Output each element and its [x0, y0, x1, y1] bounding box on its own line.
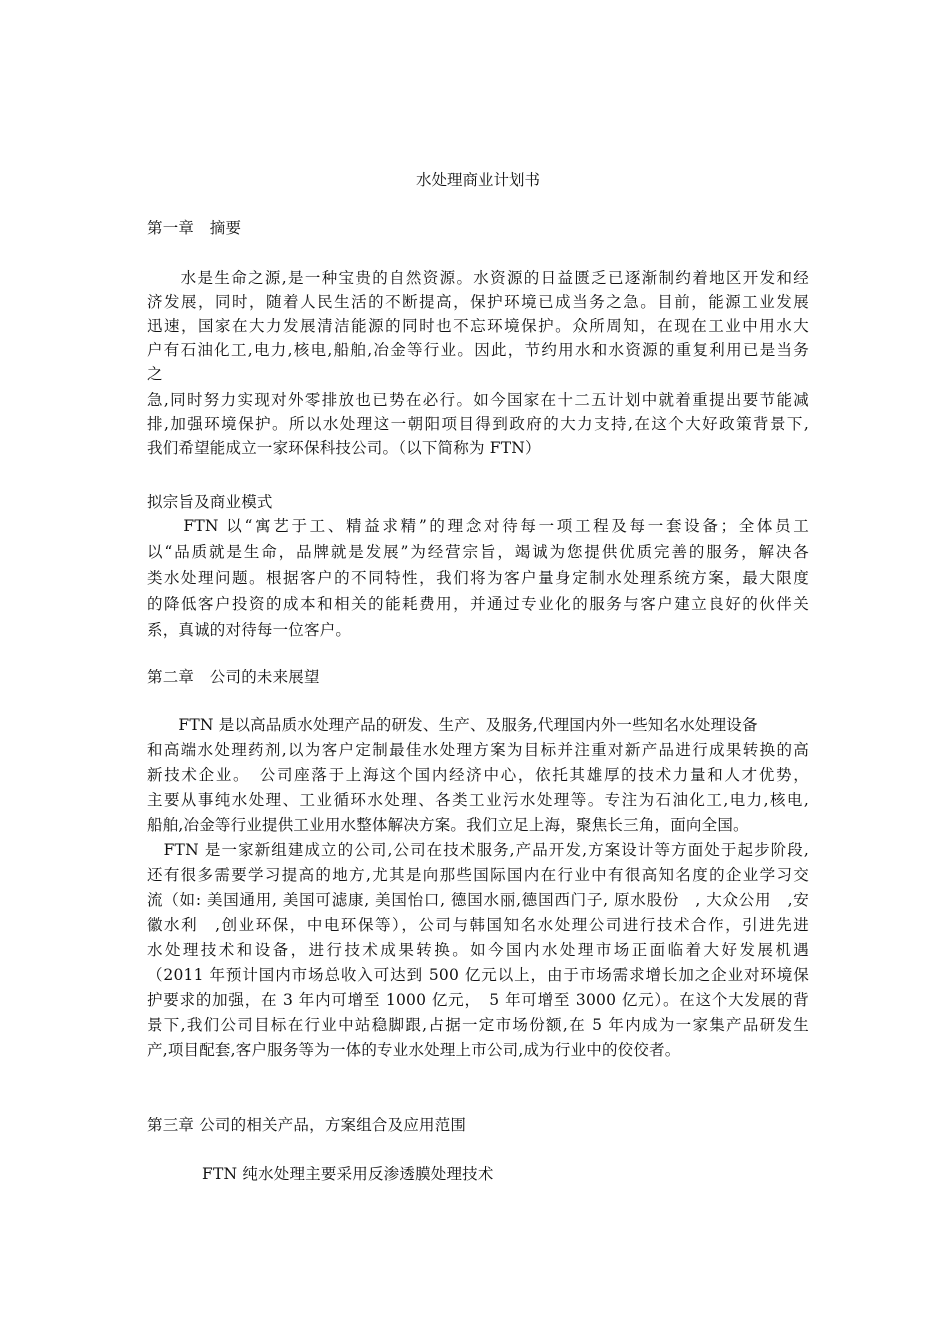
- paragraph-line: 船舶,冶金等行业提供工业用水整体解决方案。我们立足上海，聚焦长三角，面向全国。: [147, 816, 749, 834]
- chapter2-heading: 第二章 公司的未来展望: [147, 668, 320, 686]
- paragraph-line: 还有很多需要学习提高的地方,尤其是向那些国际国内在行业中有很高知名度的企业学习交: [147, 866, 809, 884]
- paragraph-line: FTN 是以高品质水处理产品的研发、生产、及服务,代理国内外一些知名水处理设备: [147, 716, 758, 734]
- paragraph-line: 济发展，同时，随着人民生活的不断提高，保护环境已成当务之急。目前，能源工业发展: [147, 293, 809, 311]
- paragraph-line: 和高端水处理药剂,以为客户定制最佳水处理方案为目标并注重对新产品进行成果转换的高: [147, 741, 809, 759]
- chapter3-heading: 第三章 公司的相关产品，方案组合及应用范围: [147, 1116, 467, 1134]
- paragraph-line: 以“品质就是生命，品牌就是发展”为经营宗旨，竭诚为您提供优质完善的服务，解决各: [147, 543, 809, 561]
- paragraph-line: 徽水利 ,创业环保，中电环保等），公司与韩国知名水处理公司进行技术合作，引进先进: [147, 916, 809, 934]
- paragraph-line: FTN 以“寓艺于工、精益求精”的理念对待每一项工程及每一套设备；全体员工: [147, 517, 809, 535]
- paragraph-line: FTN 是一家新组建成立的公司,公司在技术服务,产品开发,方案设计等方面处于起步阶段,: [147, 841, 809, 859]
- paragraph-line: 产,项目配套,客户服务等为一体的专业水处理上市公司,成为行业中的佼佼者。: [147, 1041, 681, 1059]
- paragraph-line: 之: [147, 365, 163, 383]
- paragraph-line: 景下,我们公司目标在行业中站稳脚跟,占据一定市场份额,在 5 年内成为一家集产品研发生: [147, 1016, 809, 1034]
- paragraph-line: 护要求的加强，在 3 年内可增至 1000 亿元， 5 年可增至 3000 亿元）。在这个大发展的背: [147, 991, 809, 1009]
- paragraph-line: 新技术企业。 公司座落于上海这个国内经济中心，依托其雄厚的技术力量和人才优势，: [147, 766, 809, 784]
- paragraph-line: 系，真诚的对待每一位客户。: [147, 621, 352, 639]
- chapter1-heading: 第一章 摘要: [147, 219, 242, 237]
- paragraph-line: 的降低客户投资的成本和相关的能耗费用，并通过专业化的服务与客户建立良好的伙伴关: [147, 595, 809, 613]
- paragraph-line: 流（如: 美国通用, 美国可滤康, 美国怡口, 德国水丽,德国西门子, 原水股份 , 大众公用 ,安: [147, 891, 809, 909]
- document-title: 水处理商业计划书: [415, 171, 540, 189]
- paragraph-line: 急,同时努力实现对外零排放也已势在必行。如今国家在十二五计划中就着重提出要节能减: [147, 391, 809, 409]
- paragraph-line: 我们希望能成立一家环保科技公司。（以下简称为 FTN）: [147, 439, 541, 457]
- paragraph-line: 迅速，国家在大力发展清洁能源的同时也不忘环境保护。众所周知，在现在工业中用水大: [147, 317, 809, 335]
- mission-heading: 拟宗旨及商业模式: [147, 493, 273, 511]
- paragraph-line: 主要从事纯水处理、工业循环水处理、各类工业污水处理等。专注为石油化工,电力,核电,: [147, 791, 809, 809]
- paragraph-line: （2011 年预计国内市场总收入可达到 500 亿元以上，由于市场需求增长加之企业对环境保: [147, 966, 809, 984]
- paragraph-line: 类水处理问题。根据客户的不同特性，我们将为客户量身定制水处理系统方案，最大限度: [147, 569, 809, 587]
- paragraph-line: 水是生命之源,是一种宝贵的自然资源。水资源的日益匮乏已逐渐制约着地区开发和经: [147, 269, 809, 287]
- paragraph-line: 排,加强环境保护。所以水处理这一朝阳项目得到政府的大力支持,在这个大好政策背景下,: [147, 415, 809, 433]
- paragraph-line: 户有石油化工,电力,核电,船舶,冶金等行业。因此，节约用水和水资源的重复利用已是当务: [147, 341, 809, 359]
- paragraph-line: 水处理技术和设备，进行技术成果转换。如今国内水处理市场正面临着大好发展机遇: [147, 941, 809, 959]
- chapter3-subheading: FTN 纯水处理主要采用反渗透膜处理技术: [202, 1165, 494, 1183]
